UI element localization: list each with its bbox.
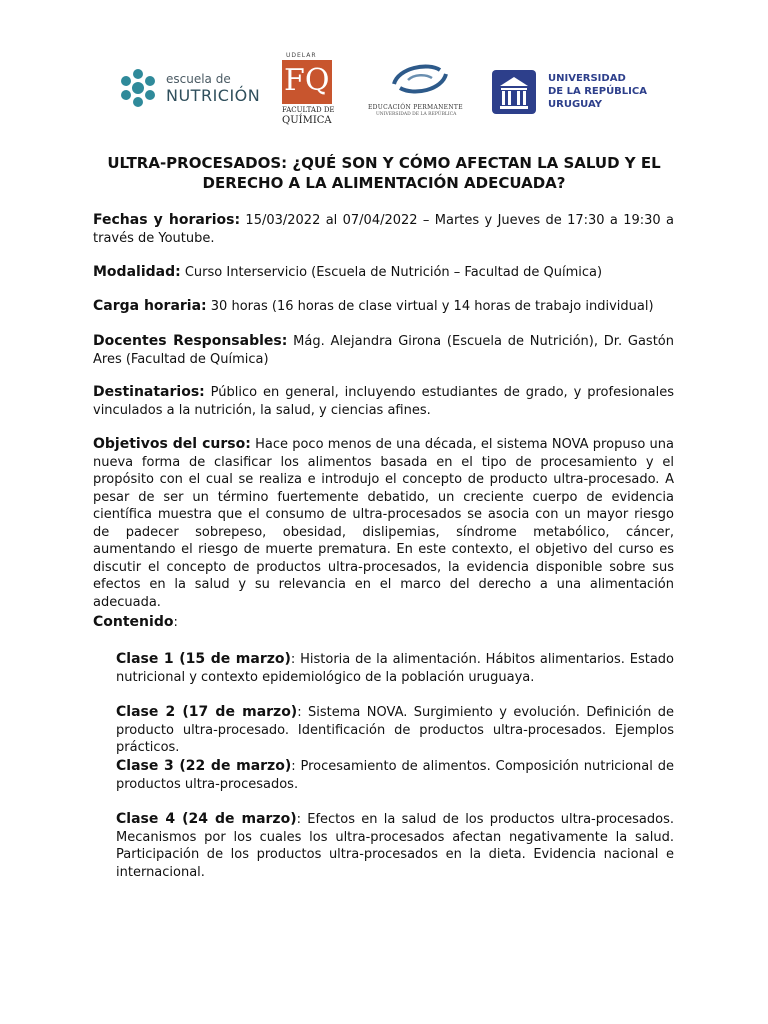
- docentes-text: Mág. Alejandra Girona (Escuela de Nutrición), Dr. Gastón Ares (Facultad de Química): [93, 334, 674, 367]
- clase-3-item: [116, 758, 674, 793]
- escuela-logo-small-text: escuela de: [166, 72, 231, 86]
- contenido-heading: [93, 614, 674, 632]
- carga-text: 30 horas (16 horas de clase virtual y 14 horas de trabajo individual): [206, 299, 654, 314]
- educacion-swirl-icon: [388, 60, 452, 100]
- udelar-logo-line2: DE LA REPÚBLICA: [548, 86, 647, 97]
- nutricion-emblem-icon: [118, 68, 158, 108]
- carga-label: Carga horaria:: [93, 298, 207, 314]
- fechas-paragraph: [93, 212, 674, 247]
- destinatarios-text: Público en general, incluyendo estudiantes de grado, y profesionales vinculados a la nutrición, la salud, y ciencias afines.: [93, 385, 674, 418]
- facultad-quimica-logo: [282, 52, 336, 128]
- logo-header: [0, 50, 768, 130]
- fq-logo-top-text: UDELAR: [286, 52, 317, 59]
- clase-1-label: Clase 1 (15 de marzo): [116, 651, 291, 667]
- clase-2-item: [116, 704, 674, 757]
- modalidad-paragraph: [93, 264, 674, 282]
- clase-1-item: [116, 651, 674, 686]
- objetivos-paragraph: [93, 436, 674, 611]
- udelar-logo-line1: UNIVERSIDAD: [548, 73, 626, 84]
- udelar-logo: [490, 68, 647, 118]
- clase-4-text: : Efectos en la salud de los productos ultra-procesados. Mecanismos por los cuales los ultra-procesados afectan negativamente la salud. Participación de los productos ultra-procesados en la dieta. Evidencia nacional e internacional.: [116, 812, 674, 880]
- clase-2-label: Clase 2 (17 de marzo): [116, 704, 298, 720]
- modalidad-label: Modalidad:: [93, 264, 181, 280]
- udelar-logo-line3: URUGUAY: [548, 99, 602, 110]
- contenido-suffix: :: [173, 615, 178, 630]
- fq-logo-sub1: FACULTAD DE: [282, 106, 335, 114]
- udelar-building-icon: [490, 68, 538, 116]
- docentes-label: Docentes Responsables:: [93, 333, 288, 349]
- docentes-paragraph: [93, 333, 674, 368]
- carga-paragraph: [93, 298, 674, 316]
- clase-1-text: : Historia de la alimentación. Hábitos alimentarios. Estado nutricional y contexto epidemiológico de la población uruguaya.: [116, 652, 674, 685]
- educacion-logo-line1: EDUCACIÓN PERMANENTE: [368, 104, 463, 111]
- modalidad-text: Curso Interservicio (Escuela de Nutrición – Facultad de Química): [180, 265, 603, 280]
- educacion-permanente-logo: [368, 60, 478, 120]
- objetivos-text: Hace poco menos de una década, el sistema NOVA propuso una nueva forma de clasificar los alimentos basada en el tipo de procesamiento y el propósito con el cual se realiza e introdujo el concepto de producto ultra-procesado. A pesar de ser un término fuertemente debatido, un creciente cuerpo de evidencia científica muestra que el consumo de ultra-procesados se asocia con un mayor riesgo de padecer sobrepeso, obesidad, dislipemias, síndrome metabólico, cáncer, aumentando el riesgo de muerte prematura. En este contexto, el objetivo del curso es discutir el concepto de productos ultra-procesados, la evidencia disponible sobre sus efectos en la salud y su relevancia en el marco del derecho a una alimentación adecuada.: [93, 437, 674, 610]
- clase-3-label: Clase 3 (22 de marzo): [116, 758, 292, 774]
- destinatarios-label: Destinatarios:: [93, 384, 205, 400]
- objetivos-label: Objetivos del curso:: [93, 436, 251, 452]
- fechas-text: 15/03/2022 al 07/04/2022 – Martes y Jueves de 17:30 a 19:30 a través de Youtube.: [93, 213, 674, 246]
- fq-logo-box: [282, 60, 332, 104]
- clase-2-text: : Sistema NOVA. Surgimiento y evolución. Definición de producto ultra-procesado. Identificación de productos ultra-procesados. Ejemplos prácticos.: [116, 705, 674, 755]
- escuela-logo-big-text: NUTRICIÓN: [166, 86, 261, 105]
- clase-4-item: [116, 811, 674, 881]
- clase-3-text: : Procesamiento de alimentos. Composición nutricional de productos ultra-procesados.: [116, 759, 674, 792]
- escuela-nutricion-logo: [118, 68, 268, 108]
- fq-logo-sub2: QUÍMICA: [282, 115, 332, 126]
- clase-4-label: Clase 4 (24 de marzo): [116, 811, 297, 827]
- contenido-label: Contenido: [93, 614, 174, 630]
- document-title: ULTRA-PROCESADOS: ¿QUÉ SON Y CÓMO AFECTAN LA SALUD Y EL DERECHO A LA ALIMENTACIÓN ADECUADA?: [107, 154, 661, 192]
- fq-logo-letters: FQ: [284, 63, 330, 98]
- fechas-label: Fechas y horarios:: [93, 212, 241, 228]
- educacion-logo-line2: UNIVERSIDAD DE LA REPÚBLICA: [376, 112, 457, 117]
- destinatarios-paragraph: [93, 384, 674, 419]
